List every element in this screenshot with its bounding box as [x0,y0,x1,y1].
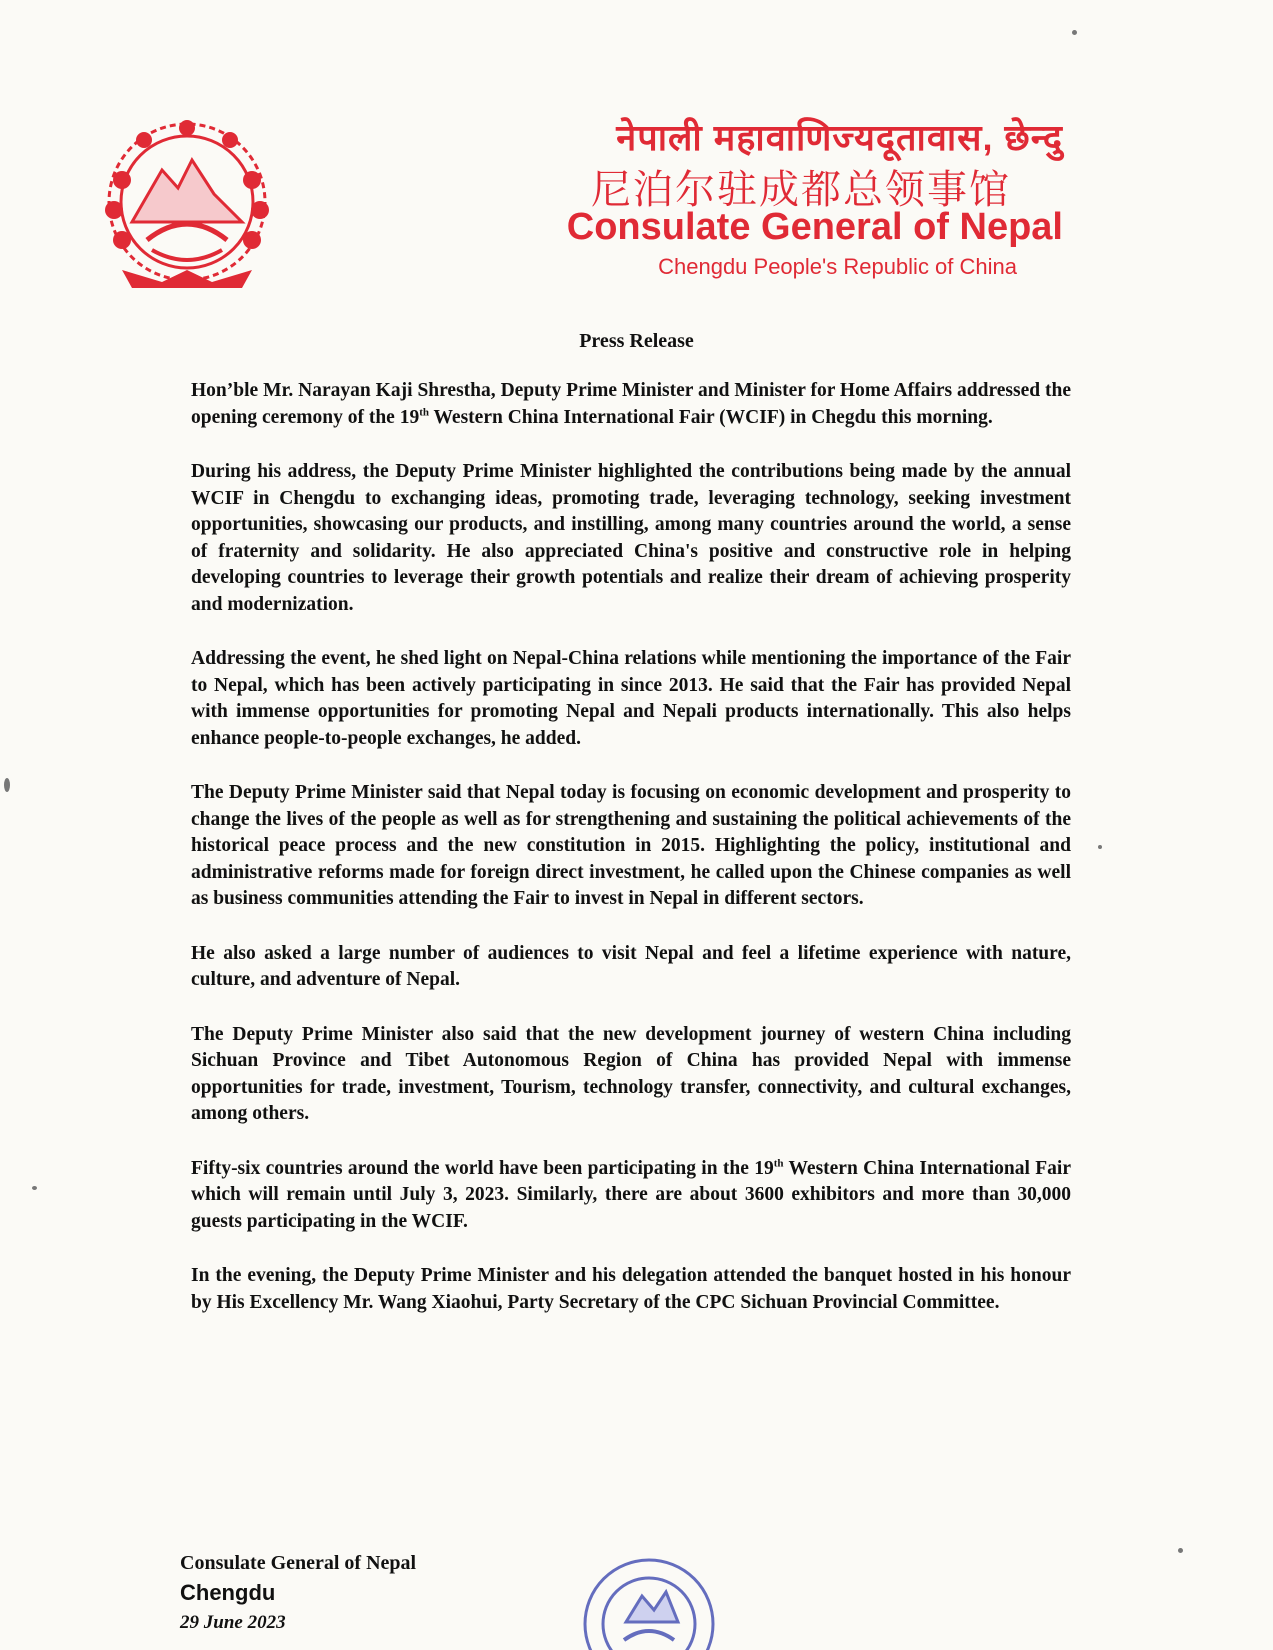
scan-speck [1098,845,1102,849]
official-seal-stamp [574,1544,724,1650]
paragraph-1-text-a: Hon’ble Mr. Narayan Kaji Shrestha, Deputy Prime Minister and Minister for Home Affairs addressed the opening ceremony of the 19 [191,380,1071,428]
letterhead-chinese: 尼泊尔驻成都总领事馆 [591,167,1011,213]
paragraph-1 [191,378,1071,431]
signature-city: Chengdu [180,1580,276,1605]
document-title: Press Release [579,330,694,352]
letterhead-nepali: नेपाली महावाणिज्यदूतावास, छेन्दु [616,117,1063,158]
letterhead-english: Consulate General of Nepal [566,206,1063,248]
paragraph-7 [191,1156,1071,1236]
paragraph-3: Addressing the event, he shed light on Nepal-China relations while mentioning the importance of the Fair to Nepal, which has been actively participating in since 2013. He said that the Fair has provided Nepal with immense opportunities for promoting Nepal and Nepali products internationally. This also helps enhance people-to-people exchanges, he added. [191,648,1071,749]
ordinal-suffix: th [419,406,429,418]
paragraph-7-text-b: Western China International Fair which will remain until July 3, 2023. Similarly, there are about 3600 exhibitors and more than 30,000 guests participating in the WCIF. [191,1157,1071,1232]
scan-speck [32,1186,37,1190]
paragraph-2: During his address, the Deputy Prime Minister highlighted the contributions being made by the annual WCIF in Chengdu to exchanging ideas, promoting trade, leveraging technology, seeking investment opportunities, showcasing our products, and instilling, among many countries around the world, a sense of fraternity and solidarity. He also appreciated China's positive and constructive role in helping developing countries to leverage their growth potentials and realize their dream of achieving prosperity and modernization. [191,461,1071,615]
paragraph-7-text-a: Fifty-six countries around the world have been participating in the 19 [191,1157,774,1179]
paragraph-6: The Deputy Prime Minister also said that the new development journey of western China including Sichuan Province and Tibet Autonomous Region of China has provided Nepal with immense opportunities for trade, investment, Tourism, technology transfer, connectivity, and cultural exchanges, among others. [191,1023,1071,1124]
paragraph-1-text-b: Western China International Fair (WCIF) in Chegdu this morning. [428,406,993,428]
signature-org: Consulate General of Nepal [180,1552,417,1574]
letterhead-subtitle: Chengdu People's Republic of China [658,254,1017,279]
scan-speck [1072,30,1077,35]
nepal-emblem-logo [92,110,282,300]
press-release-body [191,378,1071,1344]
scan-speck [4,778,10,792]
ordinal-suffix: th [773,1157,784,1169]
signature-block [180,1548,416,1638]
paragraph-5: He also asked a large number of audiences to visit Nepal and feel a lifetime experience with nature, culture, and adventure of Nepal. [191,942,1071,990]
signature-date: 29 June 2023 [180,1612,286,1633]
scan-speck [1178,1548,1183,1553]
paragraph-4: The Deputy Prime Minister said that Nepal today is focusing on economic development and prosperity to change the lives of the people as well as for strengthening and sustaining the political achievements of the historical peace process and the new constitution in 2015. Highlighting the policy, institutional and administrative reforms made for foreign direct investment, he called upon the Chinese companies as well as business communities attending the Fair to invest in Nepal in different sectors. [191,782,1071,909]
paragraph-8: In the evening, the Deputy Prime Minister and his delegation attended the banquet hosted in his honour by His Excellency Mr. Wang Xiaohui, Party Secretary of the CPC Sichuan Provincial Committee. [191,1265,1071,1313]
